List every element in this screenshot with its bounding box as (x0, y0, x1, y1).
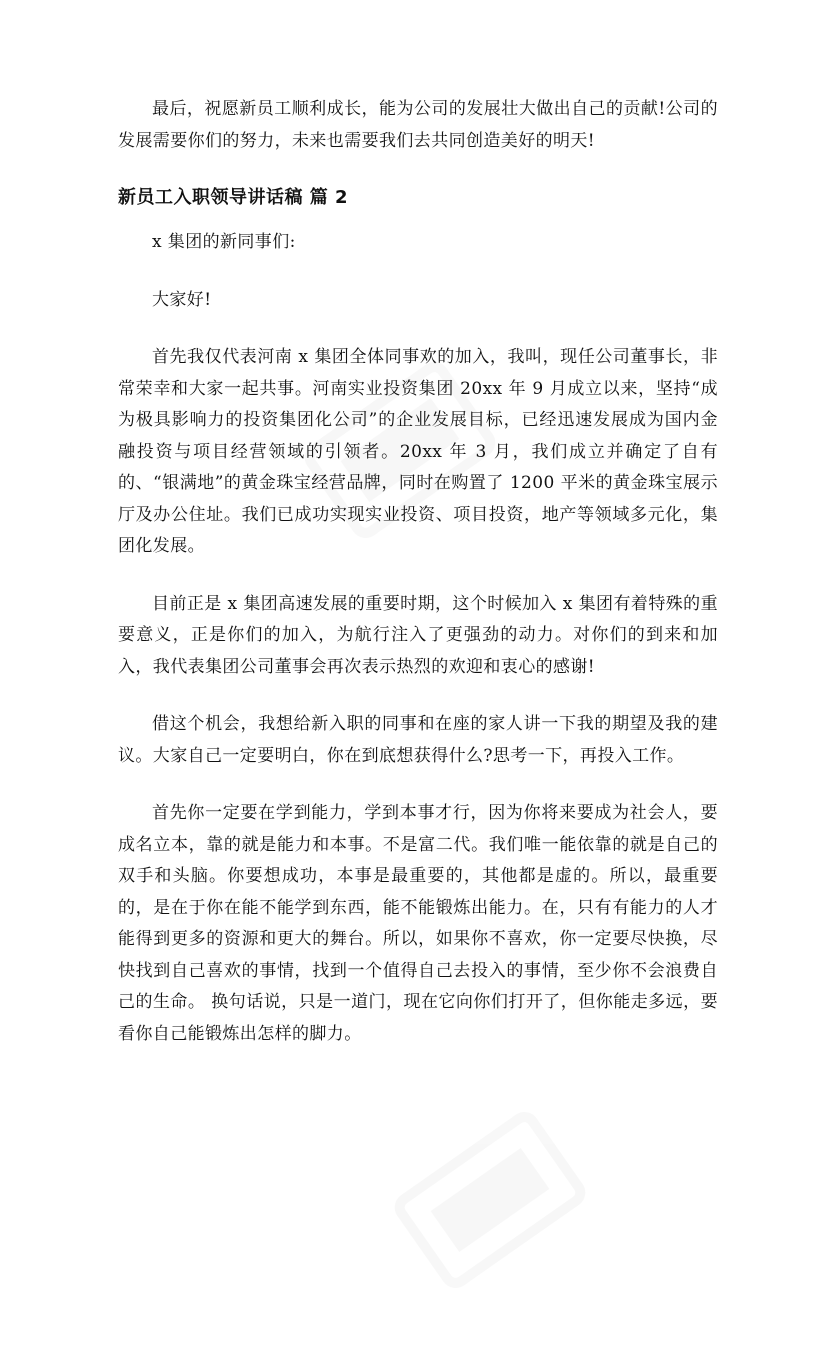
closing-paragraph: 最后，祝愿新员工顺利成长，能为公司的发展壮大做出自己的贡献!公司的发展需要你们的努力，未来也需要我们去共同创造美好的明天! (118, 99, 718, 151)
watermark-stamp-icon (340, 1050, 640, 1350)
body-paragraph: 目前正是 x 集团高速发展的重要时期，这个时候加入 x 集团有着特殊的重要意义，正是你们的加入，为航行注入了更强劲的动力。对你们的到来和加入，我代表集团公司董事会再次表示热烈的欢迎和衷心的感谢! (118, 593, 718, 677)
salutation: x 集团的新同事们: (152, 232, 296, 252)
greeting: 大家好! (152, 289, 212, 310)
body-paragraph: 借这个机会，我想给新入职的同事和在座的家人讲一下我的期望及我的建议。大家自己一定要明白，你在到底想获得什么?思考一下，再投入工作。 (118, 714, 718, 766)
document-body (118, 94, 718, 1076)
body-paragraph: 首先我仅代表河南 x 集团全体同事欢的加入，我叫，现任公司董事长，非常荣幸和大家一起共事。河南实业投资集团 20xx 年 9 月成立以来，坚持“成为极具影响力的投资集团化公司”的企业发展目标，已经迅速发展成为国内金融投资与项目经营领域的引领者。20xx 年 3 月，我们成立并确定了自有的、“银满地”的黄金珠宝经营品牌，同时在购置了 1200 平米的黄金珠宝展示厅及办公住址。我们已成功实现实业投资、项目投资，地产等领域多元化，集团化发展。 (118, 347, 718, 556)
body-paragraph: 首先你一定要在学到能力，学到本事才行，因为你将来要成为社会人，要成名立本，靠的就是能力和本事。不是富二代。我们唯一能依靠的就是自己的双手和头脑。你要想成功，本事是最重要的，其他都是虚的。所以，最重要的，是在于你在能不能学到东西，能不能锻炼出能力。在，只有有能力的人才能得到更多的资源和更大的舞台。所以，如果你不喜欢，你一定要尽快换，尽快找到自己喜欢的事情，找到一个值得自己去投入的事情，至少你不会浪费自己的生命。 换句话说，只是一道门，现在它向你们打开了，但你能走多远，要看你自己能锻炼出怎样的脚力。 (118, 803, 718, 1044)
section-heading: 新员工入职领导讲话稿 篇 2 (118, 187, 349, 208)
